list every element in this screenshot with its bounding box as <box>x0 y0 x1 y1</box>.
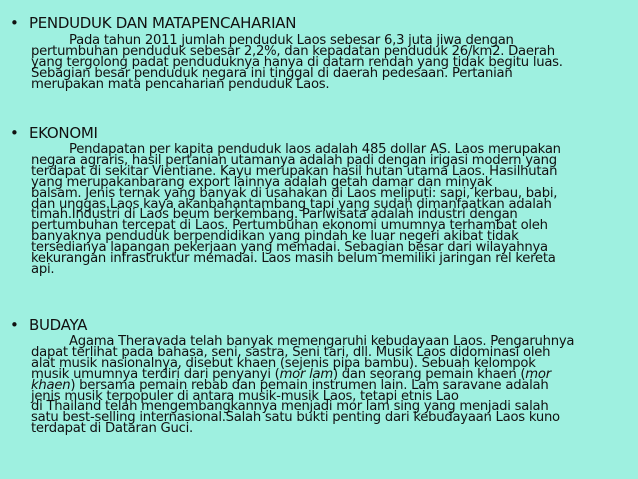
body-line: merupakan mata pencaharian penduduk Laos. <box>31 76 330 92</box>
body-line: satu best-selling internasional.Salah satu bukti penting dari kebudayaan Laos kuno <box>31 410 560 426</box>
italic-term: mor lam <box>279 366 333 382</box>
body-line: yang merupakanbarang export lainnya adalah getah damar dan minyak <box>31 174 493 190</box>
body-line: jenis musik terpopuler di antara musik-musik Laos, tetapi etnis Lao <box>31 388 459 404</box>
body-line: pertumbuhan tercepat di Laos. Pertumbuhan ekonomi umumnya terhambat oleh <box>31 218 548 234</box>
body-line: balsam. Jenis ternak yang banyak di usahakan di Laos meliputi: sapi, kerbau, babi, <box>31 185 558 201</box>
body-line: Pada tahun 2011 jumlah penduduk Laos sebesar 6,3 juta jiwa dengan <box>69 33 514 48</box>
bullet-icon: • <box>10 124 19 142</box>
line-part: ) dan seorang pemain khaen ( <box>332 366 526 382</box>
body-line: Agama Theravada telah banyak memengaruhi kebudayaan Laos. Pengaruhnya <box>69 334 575 349</box>
line-part: musik umumnya terdiri dari penyanyi ( <box>31 366 280 382</box>
italic-term: khaen <box>31 377 71 393</box>
body-line: Pendapatan per kapita penduduk laos adalah 485 dollar AS. Laos merupakan <box>69 142 561 157</box>
body-line: banyaknya penduduk berpendidikan yang pindah ke luar negeri akibat tidak <box>31 229 519 245</box>
body-line: yang tergolong padat penduduknya hanya di datarn rendah yang tidak begitu luas. <box>31 54 563 70</box>
section-body <box>10 334 632 437</box>
section-ekonomi <box>10 125 632 276</box>
heading-text: BUDAYA <box>29 316 88 334</box>
italic-term: mor <box>525 366 551 382</box>
bullet-icon: • <box>10 14 19 32</box>
heading-text: PENDUDUK DAN MATAPENCAHARIAN <box>29 14 297 32</box>
body-line: dapat terlihat pada bahasa, seni, sastra, Seni tari, dll. Musik Laos didominasi oleh <box>31 344 551 360</box>
body-line: kekurangan infrastruktur memadai. Laos masih belum memiliki jaringan rel kereta <box>31 251 556 267</box>
heading-text: EKONOMI <box>29 124 98 142</box>
body-line: negara agraris, hasil pertanian utamanya adalah padi dengan irigasi modern yang <box>31 152 557 168</box>
section-body <box>10 33 632 92</box>
body-line: timah.Industri di Laos beum berkembang. Pariwisata adalah industri dengan <box>31 207 518 223</box>
body-line: api. <box>31 261 55 277</box>
line-part: ) bersama pemain rebab dan pemain instrumen lain. Lam saravane adalah <box>70 377 549 393</box>
body-line: Sebagian besar penduduk negara ini tinggal di daerah pedesaan. Pertanian <box>31 65 513 81</box>
section-penduduk <box>10 15 632 91</box>
body-line: dan unggas.Laos kaya akanbahantambang tapi yang sudah dimanfaatkan adalah <box>31 196 552 212</box>
body-line: terdapat di sekitar Vientiane. Kayu merupakan hasil hutan utama Laos. Hasilhutan <box>31 163 558 179</box>
body-line: pertumbuhan penduduk sebesar 2,2%, dan kepadatan penduduk 26/km2. Daerah <box>31 43 555 59</box>
body-line: alat musik nasionalnya, disebut khaen (sejenis pipa bambu). Sebuah kelompok <box>31 355 536 371</box>
body-line: di Thailand telah mengembangkannya menjadi mor lam sing yang menjadi salah <box>31 399 549 415</box>
section-body <box>10 142 632 277</box>
body-line: tersedianya lapangan pekerjaan yang memadai. Sebagian besar dari wilayahnya <box>31 240 548 256</box>
section-budaya <box>10 317 632 435</box>
bullet-icon: • <box>10 316 19 334</box>
body-line: terdapat di Dataran Guci. <box>31 421 193 437</box>
